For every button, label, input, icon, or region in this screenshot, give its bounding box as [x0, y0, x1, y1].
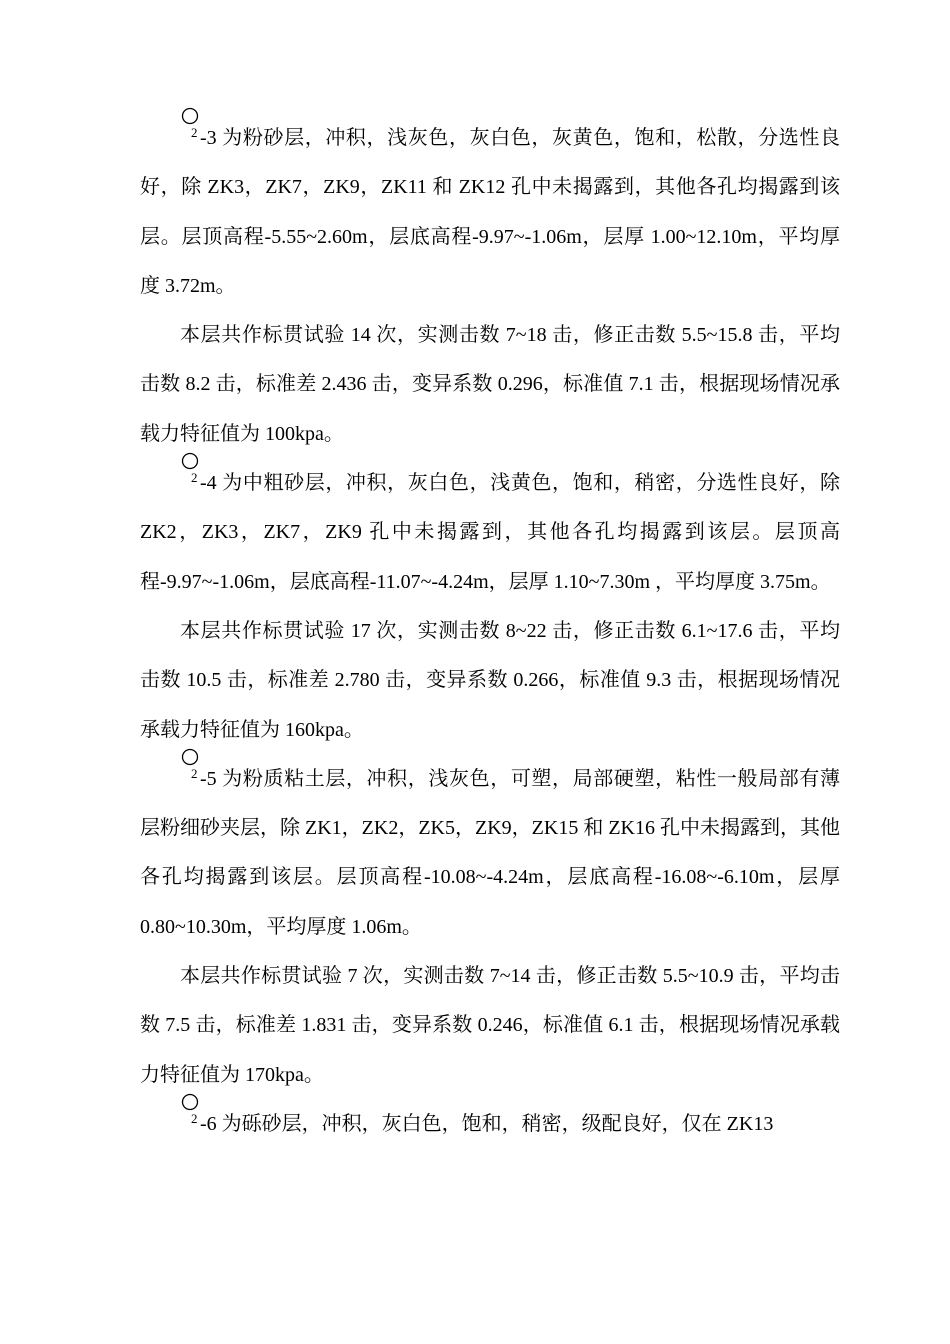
- paragraph-spt-test: [140, 311, 840, 459]
- paragraph-layer-2-6: [140, 1100, 840, 1149]
- paragraph-layer-2-5: [140, 755, 840, 952]
- paragraph-text: -5 为粉质粘土层，冲积，浅灰色，可塑，局部硬塑，粘性一般局部有薄层粉细砂夹层，除 ZK1，ZK2，ZK5，ZK9，ZK15 和 ZK16 孔中未揭露到，其他各孔均揭露到该层。层顶高程-10.08~-4.24m，层底高程-16.08~-6.10m，层厚 0.80~10.30m，平均厚度 1.06m。: [140, 767, 840, 938]
- layer-symbol-icon: [180, 465, 200, 489]
- layer-number: 2: [191, 765, 198, 781]
- paragraph-text: -6 为砾砂层，冲积，灰白色，饱和，稍密，级配良好，仅在 ZK13: [200, 1112, 774, 1135]
- paragraph-text: -4 为中粗砂层，冲积，灰白色，浅黄色，饱和，稍密，分选性良好，除 ZK2，ZK3，ZK7，ZK9 孔中未揭露到，其他各孔均揭露到该层。层顶高程-9.97~-1.06m，层底高程-11.07~-4.24m，层厚 1.10~7.30m ，平均厚度 3.75m。: [140, 472, 840, 593]
- paragraph-text: 本层共作标贯试验 14 次，实测击数 7~18 击，修正击数 5.5~15.8 击，平均击数 8.2 击，标准差 2.436 击，变异系数 0.296，标准值 7.1 击，根据现场情况承载力特征值为 100kpa。: [140, 324, 840, 445]
- paragraph-layer-2-4: [140, 459, 840, 607]
- paragraph-layer-2-3: [140, 114, 840, 311]
- layer-symbol-icon: [180, 761, 200, 785]
- layer-number: 2: [191, 470, 198, 486]
- document-body: [140, 114, 840, 1149]
- paragraph-text: 本层共作标贯试验 17 次，实测击数 8~22 击，修正击数 6.1~17.6 击，平均击数 10.5 击，标准差 2.780 击，变异系数 0.266，标准值 9.3 击，根据现场情况承载力特征值为 160kpa。: [140, 619, 840, 741]
- paragraph-text: -3 为粉砂层，冲积，浅灰色，灰白色，灰黄色，饱和，松散，分选性良好，除 ZK3，ZK7，ZK9，ZK11 和 ZK12 孔中未揭露到，其他各孔均揭露到该层。层顶高程-5.55~2.60m，层底高程-9.97~-1.06m，层厚 1.00~12.10m，平均厚度 3.72m。: [140, 127, 840, 297]
- layer-symbol-icon: [180, 1106, 200, 1130]
- layer-symbol-icon: [180, 120, 200, 144]
- layer-number: 2: [191, 125, 198, 140]
- paragraph-spt-test: [140, 952, 840, 1100]
- layer-number: 2: [191, 1110, 198, 1126]
- paragraph-text: 本层共作标贯试验 7 次，实测击数 7~14 击，修正击数 5.5~10.9 击，平均击数 7.5 击，标准差 1.831 击，变异系数 0.246，标准值 6.1 击，根据现场情况承载力特征值为 170kpa。: [140, 965, 840, 1086]
- paragraph-spt-test: [140, 607, 840, 755]
